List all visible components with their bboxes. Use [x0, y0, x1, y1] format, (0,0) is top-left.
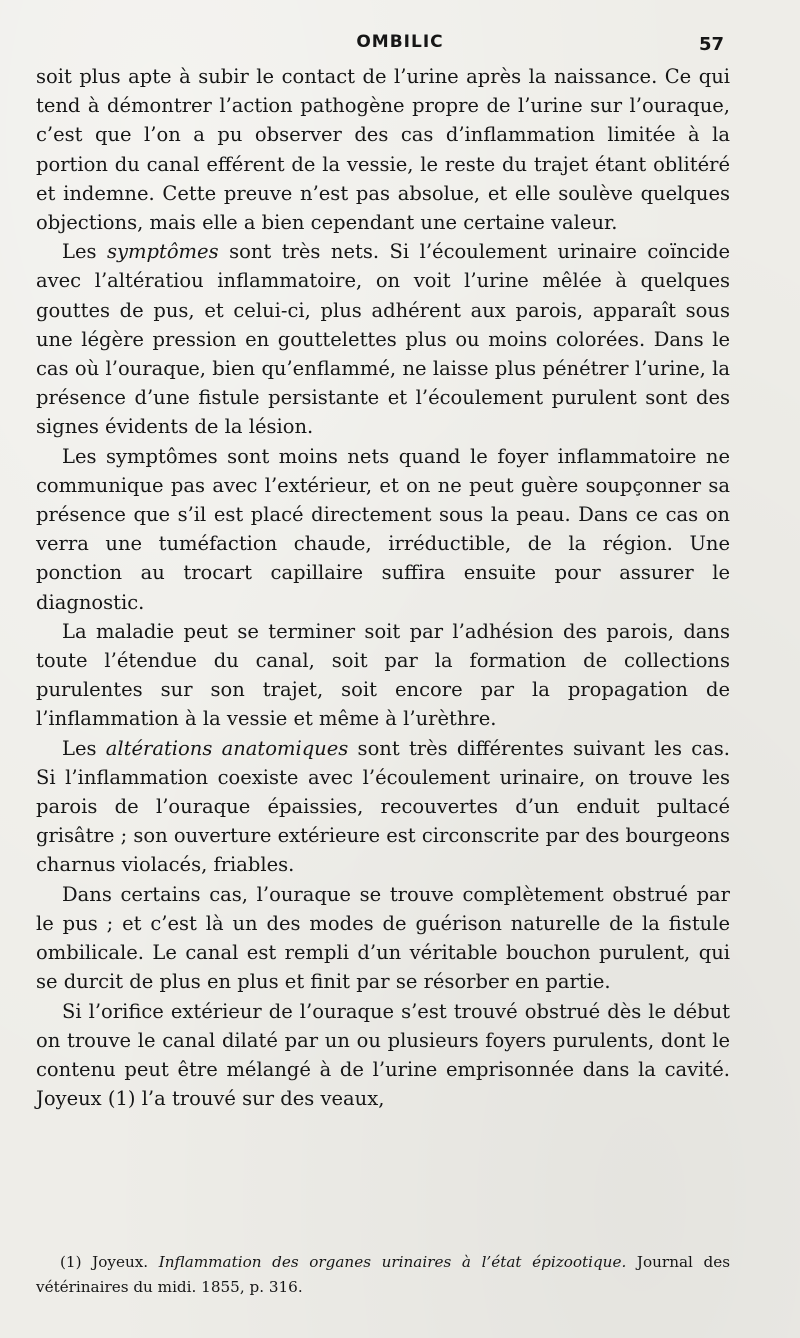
running-title: OMBILIC [356, 32, 444, 52]
running-header [0, 32, 800, 60]
paragraph-text: soit plus apte à subir le contact de l’urine après la naissance. Ce qui tend à démontrer l’action pathogène propre de l’urine sur l’ouraque, c’est que l’on a pu observer des cas d’inflammation limitée à la portion du canal efférent de la vessie, le reste du trajet étant oblitéré et indemne. Cette preuve n’est pas absolue, et elle soulève quelques objections, mais elle a bien cependant une certaine valeur. [36, 65, 730, 235]
paragraph-text: Les symptômes sont moins nets quand le foyer inflammatoire ne communique pas avec l’extérieur, et on ne peut guère soupçonner sa présence que s’il est placé directement sous la peau. Dans ce cas on verra une tuméfaction chaude, irréductible, de la région. Une ponction au trocart capillaire suffira ensuite pour assurer le diagnostic. [36, 444, 730, 614]
footnote-marker: (1) [60, 1253, 82, 1271]
paragraph [36, 237, 730, 441]
paragraph-text: sont très différentes suivant les cas. Si l’inflammation coexiste avec l’écoulement urinaire, on trouve les parois de l’ouraque épaissies, recouvertes d’un enduit pultacé grisâtre ; son ouverture extérieure est circonscrite par des bourgeons charnus violacés, friables. [36, 736, 730, 877]
paragraph [36, 734, 730, 880]
page-number: 57 [698, 34, 724, 55]
body-text [36, 62, 730, 1113]
paragraph-lead: Les [62, 736, 106, 760]
paragraph-text: Dans certains cas, l’ouraque se trouve complètement obstrué par le pus ; et c’est là un des modes de guérison naturelle de la fistule ombilicale. Le canal est rempli d’un véritable bouchon purulent, qui se durcit de plus en plus et finit par se résorber en partie. [36, 882, 730, 994]
paragraph-text: La maladie peut se terminer soit par l’adhésion des parois, dans toute l’étendue du canal, soit par la formation de collections purulentes sur son trajet, soit encore par la propagation de l’inflammation à la vessie et même à l’urèthre. [36, 619, 730, 731]
paragraph [36, 617, 730, 734]
footnote-title: Inflammation des organes urinaires à l’état épizootique. [158, 1253, 627, 1271]
paragraph-text: sont très nets. Si l’écoulement urinaire coïncide avec l’altératiou inflammatoire, on voit l’urine mêlée à quelques gouttes de pus, et celui-ci, plus adhérent aux parois, apparaît sous une légère pression en gouttelettes plus ou moins colorées. Dans le cas où l’ouraque, bien qu’enflammé, ne laisse plus pénétrer l’urine, la présence d’une fistule persistante et l’écoulement purulent sont des signes évidents de la lésion. [36, 240, 730, 439]
paragraph [36, 880, 730, 997]
paragraph [36, 997, 730, 1114]
footnote-journal: Journal des vétérinaires du midi. 1855, p. 316. [36, 1253, 731, 1296]
paragraph-emphasis: symptômes [106, 240, 219, 264]
paragraph-lead: Les [62, 240, 107, 264]
paragraph [36, 62, 730, 237]
paragraph-text: Si l’orifice extérieur de l’ouraque s’est trouvé obstrué dès le début on trouve le canal dilaté par un ou plusieurs foyers purulents, dont le contenu peut être mélangé à de l’urine emprisonnée dans la cavité. Joyeux (1) l’a trouvé sur des veaux, [36, 999, 730, 1111]
paragraph-emphasis: altérations anatomiques [105, 736, 349, 760]
paragraph [36, 442, 730, 617]
footnote [36, 1250, 730, 1300]
footnote-author: Joyeux. [92, 1253, 149, 1271]
